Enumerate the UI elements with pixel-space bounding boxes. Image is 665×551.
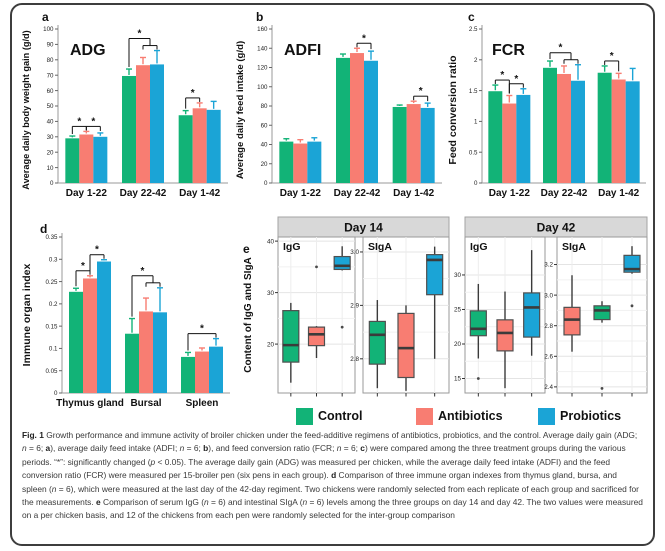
figure-box	[10, 3, 655, 546]
sig-star: *	[362, 33, 366, 45]
y-tick-label: 0.5	[468, 149, 478, 157]
y-tick-label: 0.1	[48, 345, 58, 353]
box-antibiotics	[564, 307, 580, 335]
bar-control	[125, 334, 139, 393]
caption-segment: = 6) and intestinal SIgA (	[208, 497, 303, 508]
panel-immunoglobulins	[238, 213, 654, 408]
y-tick-label: 0.3	[48, 256, 58, 264]
y-tick-label: 100	[43, 26, 54, 34]
box-probiotics	[524, 293, 540, 337]
sig-star: *	[77, 116, 82, 128]
bar-antibiotics	[350, 53, 364, 183]
bar-antibiotics	[139, 311, 153, 393]
y-tick-label: 40	[266, 238, 274, 246]
y-tick-label: 1.5	[468, 87, 478, 95]
category-label: Day 1-22	[279, 188, 321, 199]
y-tick-label: 0	[50, 180, 54, 188]
bar-antibiotics	[293, 144, 307, 183]
bar-antibiotics	[136, 65, 150, 183]
caption-segment: Comparison of three immune organ indexes from thymus gland, bursa, and spleen (	[22, 470, 617, 494]
caption-segment: ) were compared among the three treatment groups during the various periods. “*”: significantly changed (	[22, 443, 626, 467]
sig-star: *	[95, 244, 99, 256]
facet-title: Day 42	[536, 220, 576, 235]
y-tick-label: 0	[54, 390, 58, 398]
y-tick-label: 80	[46, 57, 54, 64]
y-tick-label: 100	[257, 83, 268, 91]
sig-star: *	[137, 28, 142, 40]
sig-star: *	[418, 86, 423, 98]
bar-control	[393, 107, 407, 183]
sig-star: *	[500, 70, 505, 82]
category-label: Spleen	[185, 398, 219, 409]
y-tick-label: 2.8	[350, 356, 359, 364]
caption-segment: p	[150, 456, 156, 467]
bar-antibiotics	[193, 108, 207, 183]
panel-letter: e	[243, 242, 250, 256]
bar-antibiotics	[557, 74, 571, 183]
legend-item-control	[296, 404, 362, 428]
sig-star: *	[609, 50, 614, 62]
bar-control	[122, 76, 136, 183]
panel-immune-organ	[20, 211, 240, 434]
category-label: Day 22-42	[540, 188, 588, 199]
category-label: Day 1-22	[488, 188, 530, 199]
panel-adfi	[234, 7, 446, 216]
caption-segment: e	[96, 497, 101, 508]
y-tick-label: 30	[453, 272, 461, 280]
bar-control	[181, 357, 195, 393]
subplot-label: SIgA	[562, 241, 586, 253]
sig-star: *	[514, 73, 519, 85]
sig-star: *	[91, 116, 96, 128]
y-tick-label: 0.25	[45, 278, 58, 286]
box-probiotics	[334, 257, 350, 270]
panel-letter: a	[42, 10, 49, 24]
bar-probiotics	[153, 312, 167, 393]
caption-segment: n	[179, 443, 185, 454]
panel-fcr	[448, 7, 654, 216]
bar-probiotics	[307, 142, 321, 183]
caption-segment: a	[45, 443, 51, 454]
y-tick-label: 3.0	[350, 249, 359, 257]
bar-probiotics	[421, 108, 435, 183]
y-tick-label: 50	[46, 103, 54, 111]
caption-segment: n	[22, 443, 27, 454]
y-tick-label: 25	[453, 306, 461, 314]
outlier-point	[601, 387, 604, 390]
antibiotics-swatch-icon	[416, 408, 433, 425]
bar-antibiotics	[612, 80, 626, 183]
bar-antibiotics	[407, 104, 421, 183]
caption-segment: n	[302, 497, 308, 508]
y-tick-label: 160	[257, 26, 268, 34]
y-tick-label: 3.2	[544, 261, 553, 269]
legend-label: Control	[318, 409, 363, 423]
bar-probiotics	[209, 347, 223, 393]
y-tick-label: 2.9	[350, 302, 359, 310]
bar-probiotics	[93, 137, 107, 183]
y-tick-label: 80	[260, 103, 268, 111]
sig-star: *	[190, 87, 195, 99]
caption-segment: = 6), which were measured at the last day of the 42-day regiment. Two chickens were randomly selected from each replicate of each group and sacrificed for the measurements.	[22, 483, 639, 508]
caption-segment: n	[51, 483, 57, 494]
y-tick-label: 0.15	[45, 323, 58, 331]
caption-segment: ), average daily feed intake (ADFI;	[50, 443, 180, 454]
y-axis-title: Average daily body weight gain (g/d)	[21, 30, 31, 190]
bar-probiotics	[207, 110, 221, 183]
y-tick-label: 1	[474, 118, 478, 126]
caption-segment: n	[336, 443, 342, 454]
y-tick-label: 30	[266, 289, 274, 297]
probiotics-swatch-icon	[538, 408, 555, 425]
y-tick-label: 140	[257, 45, 268, 53]
control-swatch-icon	[296, 408, 313, 425]
y-tick-label: 60	[46, 87, 54, 95]
caption-segment: ), and feed conversion ratio (FCR;	[208, 443, 337, 454]
y-tick-label: 0	[264, 180, 268, 188]
bar-control	[598, 73, 612, 183]
caption-segment: b	[203, 443, 209, 454]
bar-control	[279, 142, 293, 183]
subplot-label: IgG	[470, 241, 488, 253]
caption-segment: Comparison of serum IgG (	[100, 497, 205, 508]
y-tick-label: 70	[46, 72, 54, 80]
caption-segment: Fig. 1	[22, 430, 47, 440]
legend-item-probiotics	[538, 404, 621, 428]
category-label: Day 22-42	[333, 188, 381, 199]
category-label: Day 1-42	[393, 188, 435, 199]
y-tick-label: 2.6	[544, 353, 553, 361]
caption-segment: = 6;	[184, 443, 204, 454]
panel-letter: d	[40, 222, 48, 236]
legend-label: Antibiotics	[438, 409, 503, 423]
y-axis-title: Immune organ index	[21, 263, 33, 367]
category-label: Day 1-42	[179, 188, 221, 199]
subplot-label: SIgA	[368, 241, 392, 253]
y-tick-label: 3.0	[544, 292, 553, 300]
panel-letter: b	[256, 10, 264, 24]
bar-probiotics	[364, 61, 378, 183]
y-tick-label: 60	[260, 122, 268, 130]
y-axis-title: Content of IgG and SIgA	[243, 257, 254, 373]
y-tick-label: 20	[266, 341, 274, 349]
caption-segment: c	[360, 443, 365, 454]
y-tick-label: 0.05	[45, 367, 58, 375]
figure-caption	[22, 429, 643, 523]
bar-control	[336, 58, 350, 183]
bar-control	[179, 115, 193, 183]
caption-segment: = 6) levels among the three groups on day 14 and day 42. The two values were measured on a per chicken basis, and 12 of the chickens from each pen were randomly selected for the inter-group comparison	[22, 497, 643, 521]
bar-antibiotics	[502, 104, 516, 183]
legend-label: Probiotics	[560, 409, 622, 423]
box-control	[283, 311, 299, 362]
outlier-point	[477, 377, 480, 380]
y-tick-label: 2	[474, 57, 478, 64]
caption-segment: d	[331, 470, 337, 481]
sig-star: *	[140, 265, 145, 277]
bar-control	[543, 68, 557, 183]
subplot-label: IgG	[283, 241, 301, 253]
fcr-chart	[448, 7, 654, 211]
sig-star: *	[558, 42, 563, 54]
adfi-chart	[234, 7, 446, 211]
bar-probiotics	[571, 81, 585, 183]
bar-control	[69, 292, 83, 393]
y-tick-label: 20	[46, 149, 54, 157]
box-antibiotics	[398, 313, 414, 377]
category-label: Day 22-42	[119, 188, 167, 199]
caption-segment: n	[204, 497, 209, 508]
y-tick-label: 20	[260, 160, 268, 168]
panel-adg	[20, 7, 232, 216]
caption-segment: < 0.05). The average daily gain (ADG) was measured per chicken, while the average daily feed intake (ADFI) and the feed conversion ratio (FCR) were measured per 15-broiler pen (six pens in each group).	[22, 456, 611, 481]
box-antibiotics	[309, 327, 325, 346]
bar-control	[488, 91, 502, 183]
y-tick-label: 40	[260, 141, 268, 149]
immune-chart	[20, 211, 240, 429]
bar-probiotics	[516, 95, 530, 183]
bar-antibiotics	[79, 134, 93, 183]
sig-star: *	[200, 323, 204, 335]
bar-probiotics	[97, 262, 111, 393]
immunoglobulins-chart	[238, 213, 654, 403]
y-tick-label: 0	[474, 180, 478, 188]
panel-letter: c	[468, 10, 475, 24]
bar-antibiotics	[195, 352, 209, 393]
y-tick-label: 120	[257, 64, 268, 72]
chart-title: FCR	[492, 42, 525, 59]
caption-segment: Growth performance and immune activity of broiler chicken under the feed-additive regimens of antibiotics, probiotics, and the control. Average daily gain (ADG;	[46, 430, 638, 440]
y-tick-label: 2.5	[468, 26, 478, 34]
box-control	[594, 306, 610, 320]
bar-control	[65, 138, 79, 183]
adg-chart	[20, 7, 232, 211]
bar-antibiotics	[83, 278, 97, 393]
box-control	[369, 321, 385, 364]
outlier-point	[631, 304, 634, 307]
y-tick-label: 20	[453, 341, 461, 349]
outlier-point	[315, 265, 318, 268]
y-axis-title: Feed conversion ratio	[448, 55, 459, 165]
sig-star: *	[81, 260, 85, 272]
y-tick-label: 0.2	[48, 301, 58, 309]
facet-title: Day 14	[344, 220, 383, 235]
box-control	[470, 311, 486, 336]
chart-title: ADFI	[284, 42, 322, 59]
y-tick-label: 10	[46, 164, 54, 172]
box-antibiotics	[497, 320, 513, 351]
category-label: Day 1-22	[65, 188, 107, 199]
bar-probiotics	[626, 81, 640, 183]
y-tick-label: 40	[46, 118, 54, 126]
y-tick-label: 15	[453, 375, 461, 383]
y-tick-label: 30	[46, 134, 54, 141]
category-label: Bursal	[130, 398, 162, 409]
chart-title: ADG	[70, 42, 106, 59]
legend-item-antibiotics	[416, 404, 503, 428]
caption-segment: = 6;	[26, 443, 46, 454]
category-label: Day 1-42	[598, 188, 640, 199]
bar-probiotics	[150, 64, 164, 183]
caption-segment: = 6;	[341, 443, 361, 454]
legend	[238, 404, 654, 428]
outlier-point	[341, 326, 344, 329]
category-label: Thymus gland	[56, 398, 124, 409]
y-tick-label: 2.4	[544, 384, 553, 392]
y-axis-title: Average daily feed intake (g/d)	[235, 40, 246, 180]
y-tick-label: 2.8	[544, 322, 553, 330]
y-tick-label: 90	[46, 41, 54, 49]
y-tick-label: 0.35	[45, 234, 58, 242]
